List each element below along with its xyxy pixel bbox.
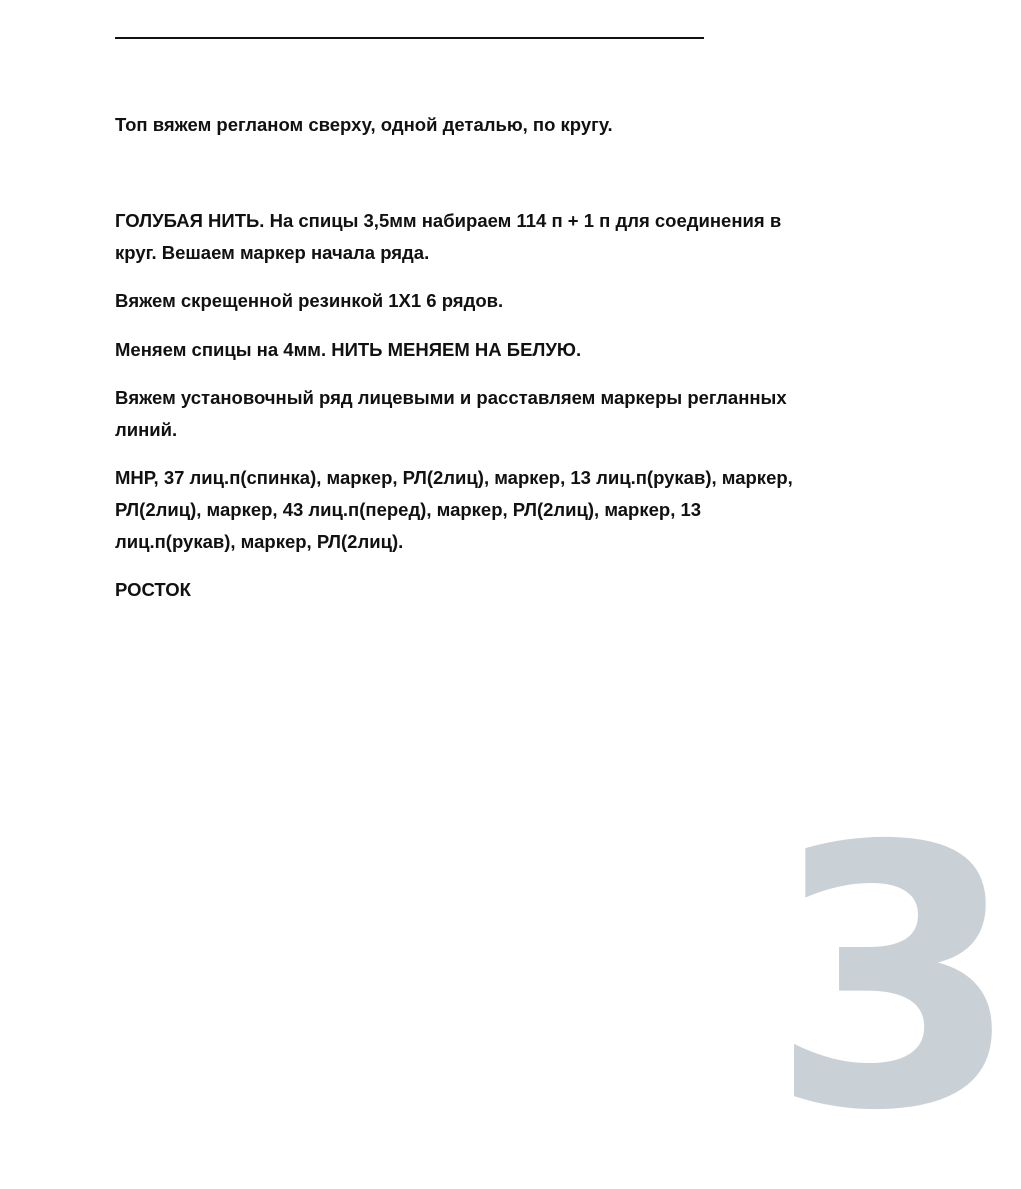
paragraph-line: линий. xyxy=(115,419,178,440)
paragraph-line: Вяжем установочный ряд лицевыми и расставляем маркеры регланных xyxy=(115,387,787,408)
paragraph-line: круг. Вешаем маркер начала ряда. xyxy=(115,242,430,263)
paragraph-line: лиц.п(рукав), маркер, РЛ(2лиц). xyxy=(115,531,404,552)
top-horizontal-rule xyxy=(115,37,704,39)
marker-layout-paragraph xyxy=(115,462,793,558)
paragraph-line: Меняем спицы на 4мм. НИТЬ МЕНЯЕМ НА БЕЛУЮ. xyxy=(115,339,582,360)
paragraph-line: Вяжем скрещенной резинкой 1Х1 6 рядов. xyxy=(115,290,504,311)
change-needles-paragraph xyxy=(115,334,581,366)
paragraph-line: РЛ(2лиц), маркер, 43 лиц.п(перед), маркер, РЛ(2лиц), маркер, 13 xyxy=(115,499,702,520)
section-heading-rostok xyxy=(115,574,191,606)
intro-line: Топ вяжем регланом сверху, одной деталью, по кругу. xyxy=(115,114,613,135)
paragraph-line: ГОЛУБАЯ НИТЬ. На спицы 3,5мм набираем 114 п + 1 п для соединения в xyxy=(115,210,782,231)
page-number: 3 xyxy=(770,770,1021,1189)
yarn-cast-on-paragraph xyxy=(115,205,781,269)
ribbing-paragraph xyxy=(115,285,503,317)
setup-row-paragraph xyxy=(115,382,787,446)
paragraph-line: РОСТОК xyxy=(115,579,191,600)
paragraph-line: МНР, 37 лиц.п(спинка), маркер, РЛ(2лиц), маркер, 13 лиц.п(рукав), маркер, xyxy=(115,467,793,488)
intro-paragraph xyxy=(115,109,613,141)
